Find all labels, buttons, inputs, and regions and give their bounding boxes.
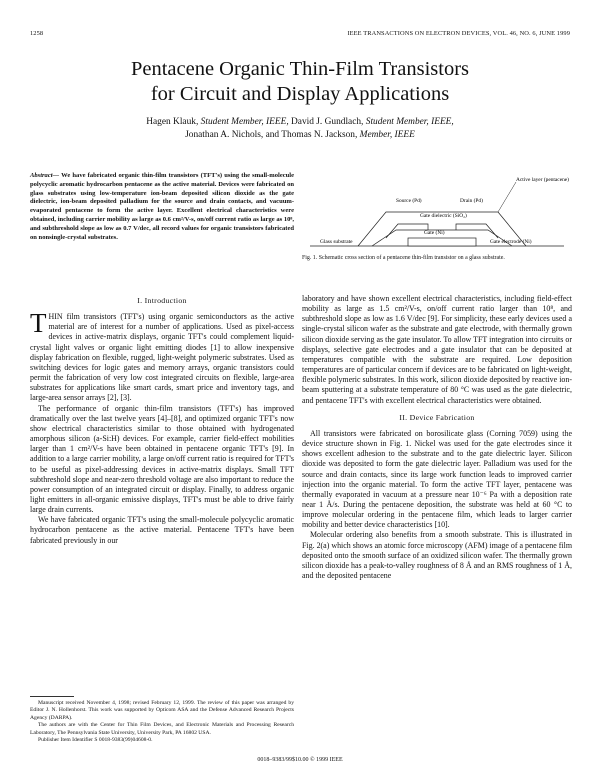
intro-paragraph-2: The performance of organic thin-film transistors (TFT's) has improved dramatically over the last twelve years [4]–[8], and optimized organic TFT's now show electrical characteristics similar to those obtained with hydrogenated amorphous silicon (a-Si:H) devices. For example, carrier field-effect mobilities larger than 1 cm²/V-s have been obtained in pentacene organic TFT's [9]. In addition to a large carrier mobility, a large on/off current ratio is required for TFT's to be useful as pixel-addressing devices in active-matrix displays. Small TFT subthreshold slope and near-zero threshold voltage are also important to reduce the power consumption of an integrated circuit or display. Finally, to address organic light emitters in all-organic emissive displays, TFT's must be able to drive fairly large drain currents. — [30, 403, 294, 515]
fab-paragraph-1: All transistors were fabricated on borosilicate glass (Corning 7059) using the device structure shown in Fig. 1. Nickel was used for the gate electrodes since it shows excellent adhesion to the substrate and to the gate dielectric layer. Silicon dioxide was deposited to form the gate dielectric layer. Palladium was used for the source and drain contacts, since its large work function leads to improved carrier injection into the organic material. To form the active TFT layer, pentacene was thermally evaporated in vacuum at a pressure near 10⁻⁶ Pa with a deposition rate near 1 Å/s. During the pentacene deposition, the substrate was held at 60 °C to improve molecular ordering in the pentacene film, which leads to larger carrier mobility and better device characteristics [10]. — [302, 428, 572, 530]
section-heading-device-fabrication: II. Device Fabrication — [399, 412, 475, 422]
intro-paragraph-1: THIN film transistors (TFT's) using organic semiconductors as the active material are of interest for a number of applications. Used as pixel-access devices in active-matrix displays, organic TFT's could complement liquid-crystal light valves or organic light emitting diodes [1] to allow inexpensive display fabrication on flexible, rugged, light-weight polymeric substrates. Used as switching devices for logic gates and memory arrays, organic transistors could permit the fabrication of very low cost integrated circuits on flexible, large-area substrates for applications like smart cards, smart price and inventory tags, and large-area sensor arrays [2], [3]. — [30, 308, 294, 403]
drop-cap: T — [30, 308, 47, 339]
right-column — [302, 294, 572, 581]
label-active-layer: Active layer (pentacene) — [516, 177, 569, 183]
right-paragraph-1: laboratory and have shown excellent electrical characteristics, including field-effect mobility as large as 1.5 cm²/V-s, on/off current ratio larger than 10⁸, and subthreshold slope as low as 1.6 V/dec [9]. For simplicity, these early devices used a single-crystal silicon wafer as the substrate and gate electrode, with thermally grown silicon dioxide serving as the gate insulator. To allow TFT integration into circuits or displays, selective gate electrodes and a gate insulator that can be deposited at temperatures compatible with the substrate are required. Low deposition temperatures are of particular concern if devices are to be fabricated on light-weight, flexible polymeric substrates. In this work, silicon dioxide deposited by reactive ion-beam sputtering at a substrate temperature of 80 °C was used as the gate dielectric, and pentacene TFT's with excellent electrical characteristics were obtained. — [302, 294, 572, 405]
footnote-manuscript: Manuscript received November 4, 1998; revised February 12, 1999. The review of this paper was arranged by Editor J. N. Hollenhorst. This work was supported by Opticom ASA and the Defense Advanced Research Projects Agency (DARPA). — [30, 700, 294, 721]
figure-1-cross-section — [302, 172, 572, 252]
author-name: Hagen Klauk, — [146, 117, 199, 127]
page-number: 1258 — [30, 30, 44, 37]
author-role: Member, IEEE — [359, 129, 415, 140]
abstract — [30, 172, 294, 242]
paper-title — [0, 57, 600, 107]
fab-paragraph-2: Molecular ordering also benefits from a smooth substrate. This is illustrated in Fig. 2(a) which shows an atomic force microscopy (AFM) image of a pentacene film deposited onto the smooth surface of an oxidized silicon wafer. The thermally grown silicon dioxide has a peak-to-valley roughness of 8 Å and an RMS roughness of 1 Å, and the deposited pentacene — [302, 530, 572, 581]
intro-paragraph-3: We have fabricated organic TFT's using the small-molecule polycyclic aromatic hydrocarbon pentacene as the active material. Pentacene TFT's have been fabricated previously in our — [30, 515, 294, 545]
label-substrate: Glass substrate — [320, 239, 353, 245]
title-line-2: for Circuit and Display Applications — [150, 83, 450, 105]
author-role: Student Member, IEEE, — [365, 117, 454, 127]
abstract-label: Abstract— — [30, 172, 60, 179]
author-list — [0, 116, 600, 141]
figure-1-caption: Fig. 1. Schematic cross section of a pentacene thin-film transistor on a glass substrate. — [302, 255, 505, 261]
footnote — [30, 700, 294, 744]
copyright-line: 0018–9383/99$10.00 © 1999 IEEE — [257, 757, 343, 763]
author-name: David J. Gundlach, — [291, 117, 364, 127]
abstract-body: We have fabricated organic thin-film transistors (TFT's) using the small-molecule polycyclic aromatic hydrocarbon pentacene as the active material. Devices were fabricated on glass substrates using low-temperature ion-beam deposited silicon dioxide as the gate dielectric, ion-beam deposited palladium for the source and drain contacts, and vacuum-evaporated pentacene to form the active layer. Excellent electrical characteristics were obtained, including carrier mobility as large as 0.6 cm²/V-s, on/off current ratio as large as 10⁸, and subthreshold slope as low as 0.7 V/dec, all record values for organic transistors fabricated on nonsingle-crystal substrates. — [30, 172, 294, 241]
footnote-rule — [30, 696, 74, 697]
gate-layer — [408, 238, 476, 246]
section-heading-introduction: I. Introduction — [137, 296, 187, 305]
title-line-1: Pentacene Organic Thin-Film Transistors — [130, 58, 470, 80]
drain-contact — [456, 224, 498, 238]
label-source: Source (Pd) — [396, 198, 422, 204]
footnote-identifier: Publisher Item Identifier S 0018-9383(99)04608-0. — [38, 737, 153, 744]
author-name: Jonathan A. Nichols, and Thomas N. Jackson, — [185, 129, 358, 140]
author-role: Student Member, IEEE, — [200, 117, 289, 127]
footnote-affiliation: The authors are with the Center for Thin Film Devices, and Electronic Materials and Processing Research Laboratory, The Pennsylvania State University, University Park, PA 16802 USA. — [30, 722, 294, 736]
label-gate-electrode: Gate electrode (Ni) — [490, 239, 532, 245]
label-dielectric: Gate dielectric (SiO₂) — [420, 213, 467, 219]
source-contact — [386, 224, 428, 238]
left-column — [30, 296, 294, 546]
running-header: IEEE TRANSACTIONS ON ELECTRON DEVICES, VOL. 46, NO. 6, JUNE 1999 — [347, 30, 570, 37]
label-drain: Drain (Pd) — [460, 198, 483, 204]
leader-line — [498, 182, 516, 212]
label-gate: Gate (Ni) — [424, 230, 445, 236]
